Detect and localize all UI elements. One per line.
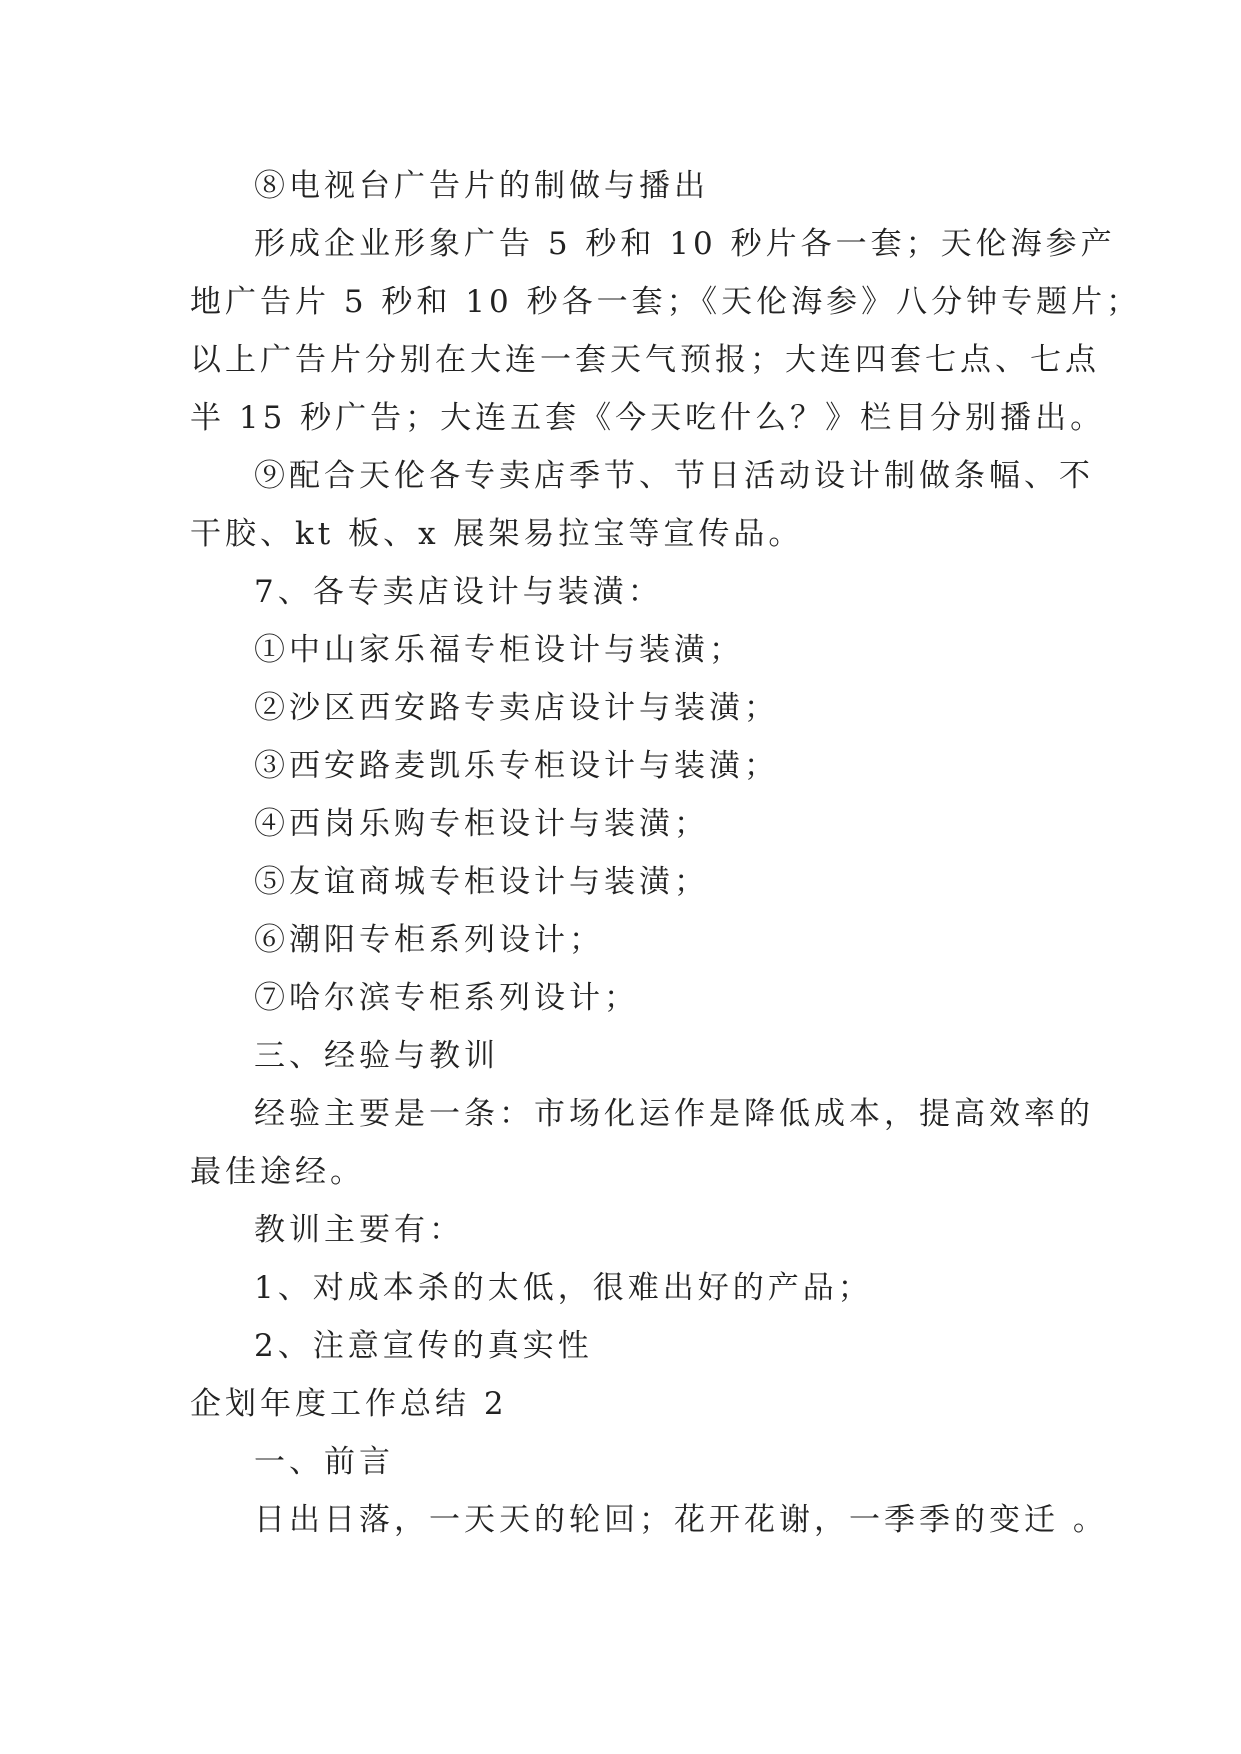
text-line: ⑧电视台广告片的制做与播出	[254, 168, 709, 204]
text-line: 半 15 秒广告；大连五套《今天吃什么？》栏目分别播出。	[190, 400, 1106, 436]
section-heading: 三、经验与教训	[254, 1038, 499, 1074]
list-item: ④西岗乐购专柜设计与装潢；	[254, 806, 709, 842]
text-line: 干胶、kt 板、x 展架易拉宝等宣传品。	[190, 516, 804, 552]
section-heading: 7、各专卖店设计与装潢：	[254, 574, 663, 610]
text-line: 形成企业形象广告 5 秒和 10 秒片各一套；天伦海参产	[254, 226, 1116, 262]
list-item: ⑦哈尔滨专柜系列设计；	[254, 980, 639, 1016]
text-line: 地广告片 5 秒和 10 秒各一套；《天伦海参》八分钟专题片；	[190, 284, 1142, 320]
list-item: ②沙区西安路专卖店设计与装潢；	[254, 690, 779, 726]
text-line: ⑨配合天伦各专卖店季节、节日活动设计制做条幅、不	[254, 458, 1094, 494]
text-line: 教训主要有：	[254, 1212, 464, 1248]
list-item: 2、注意宣传的真实性	[254, 1328, 593, 1364]
list-item: 1、对成本杀的太低，很难出好的产品；	[254, 1270, 873, 1306]
list-item: ⑤友谊商城专柜设计与装潢；	[254, 864, 709, 900]
text-line: 经验主要是一条：市场化运作是降低成本，提高效率的	[254, 1096, 1094, 1132]
text-line: 日出日落，一天天的轮回；花开花谢，一季季的变迁 。	[254, 1502, 1108, 1538]
text-line: 以上广告片分别在大连一套天气预报；大连四套七点、七点	[190, 342, 1100, 378]
section-heading: 一、前言	[254, 1444, 394, 1480]
list-item: ⑥潮阳专柜系列设计；	[254, 922, 604, 958]
list-item: ③西安路麦凯乐专柜设计与装潢；	[254, 748, 779, 784]
text-line: 最佳途经。	[190, 1154, 365, 1190]
list-item: ①中山家乐福专柜设计与装潢；	[254, 632, 744, 668]
document-title: 企划年度工作总结 2	[190, 1386, 508, 1422]
